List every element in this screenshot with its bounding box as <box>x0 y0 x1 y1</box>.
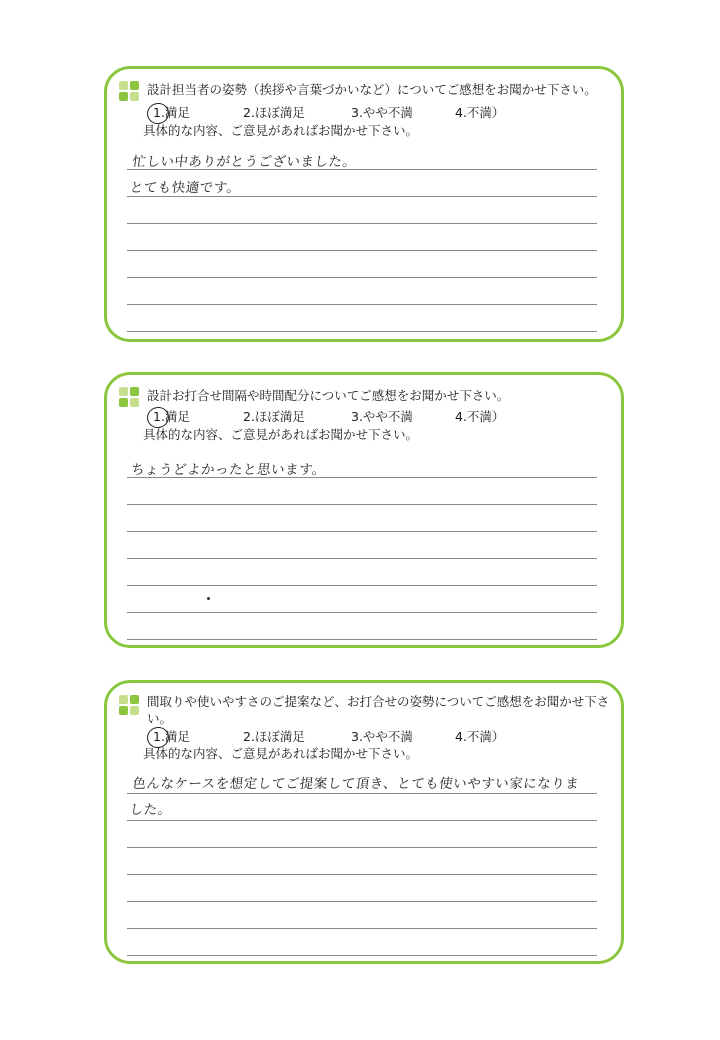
option-dissatisfied[interactable]: 4.不満） <box>455 729 505 744</box>
ruled-line <box>127 613 597 640</box>
ruled-line <box>127 586 597 613</box>
ruled-line <box>127 559 597 586</box>
ruled-line <box>127 224 597 251</box>
option-somewhat-dissatisfied[interactable]: 3.やや不満 <box>351 409 413 424</box>
handwritten-answer <box>128 149 357 201</box>
option-satisfied[interactable]: 1.満足 <box>153 409 243 425</box>
option-mostly-satisfied[interactable]: 2.ほぼ満足 <box>243 409 305 424</box>
details-prompt: 具体的な内容、ご意見があればお聞かせ下さい。 <box>143 123 419 138</box>
option-satisfied[interactable]: 1.満足 <box>153 105 243 121</box>
ruled-line <box>127 278 597 305</box>
option-somewhat-dissatisfied[interactable]: 3.やや不満 <box>351 729 413 744</box>
ruled-line <box>127 197 597 224</box>
ruled-line <box>127 821 597 848</box>
rating-options <box>153 729 504 745</box>
option-mostly-satisfied[interactable]: 2.ほぼ満足 <box>243 105 305 120</box>
option-somewhat-dissatisfied[interactable]: 3.やや不満 <box>351 105 413 120</box>
ruled-line <box>127 505 597 532</box>
answer-line: ちょうどよかったと思います。 <box>130 462 327 478</box>
question-text: 間取りや使いやすさのご提案など、お打合せの姿勢についてご感想をお聞かせ下さい。 <box>147 694 610 726</box>
four-squares-logo-icon <box>119 387 141 409</box>
details-prompt: 具体的な内容、ご意見があればお聞かせ下さい。 <box>143 427 419 442</box>
ruled-line <box>127 251 597 278</box>
handwritten-answer <box>130 457 328 483</box>
question-text: 設計担当者の姿勢（挨拶や言葉づかいなど）についてご感想をお聞かせ下さい。 <box>147 82 597 97</box>
four-squares-logo-icon <box>119 81 141 103</box>
four-squares-logo-icon <box>119 695 141 717</box>
ruled-line <box>127 532 597 559</box>
answer-line: とても快適です。 <box>128 180 242 196</box>
ruled-line <box>127 305 597 332</box>
option-satisfied[interactable]: 1.満足 <box>153 729 243 745</box>
survey-card-2 <box>104 372 624 648</box>
ruled-line <box>127 875 597 902</box>
answer-line: 忙しい中ありがとうございました。 <box>131 154 358 170</box>
answer-line: した。 <box>128 802 173 818</box>
handwritten-answer <box>128 771 580 823</box>
survey-card-3 <box>104 680 624 964</box>
ruled-line <box>127 848 597 875</box>
rating-options <box>153 409 504 425</box>
ink-dot <box>207 597 210 600</box>
answer-line: 色んなケースを想定してご提案して頂き、とても使いやすい家になりま <box>131 776 581 792</box>
option-dissatisfied[interactable]: 4.不満） <box>455 105 505 120</box>
survey-card-1 <box>104 66 624 342</box>
option-dissatisfied[interactable]: 4.不満） <box>455 409 505 424</box>
details-prompt: 具体的な内容、ご意見があればお聞かせ下さい。 <box>143 746 419 761</box>
option-mostly-satisfied[interactable]: 2.ほぼ満足 <box>243 729 305 744</box>
question-text: 設計お打合せ間隔や時間配分についてご感想をお聞かせ下さい。 <box>147 388 510 403</box>
ruled-line <box>127 902 597 929</box>
ruled-line <box>127 929 597 956</box>
rating-options <box>153 105 504 121</box>
